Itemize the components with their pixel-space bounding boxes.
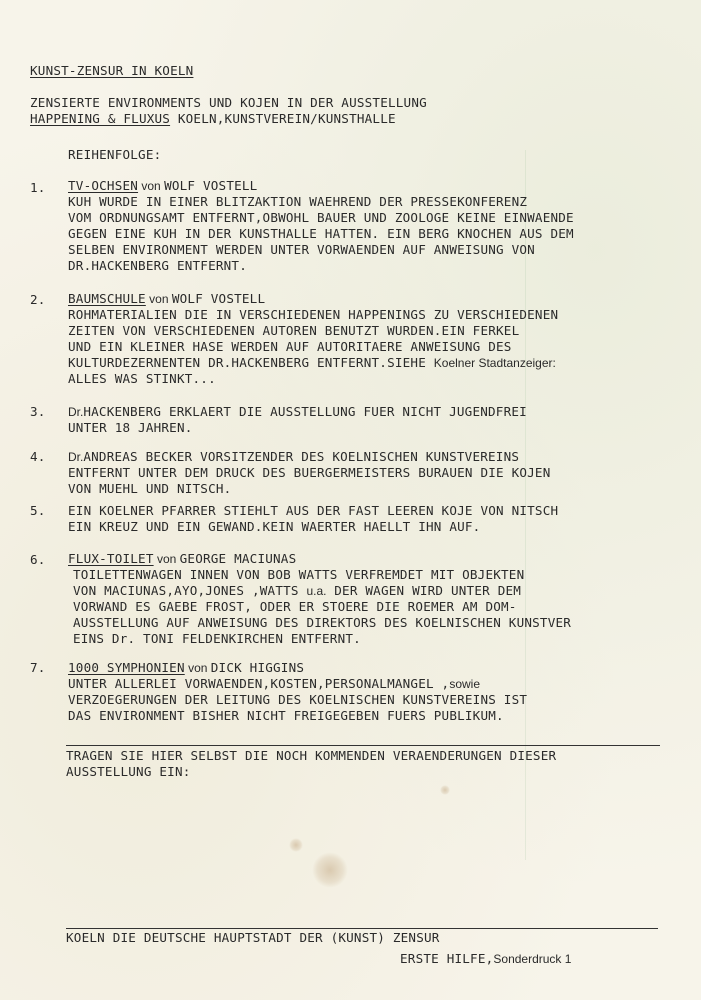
sowie-word: sowie — [449, 677, 481, 691]
coffee-stain-small — [289, 838, 303, 852]
artist-name: WOLF VOSTELL — [164, 178, 258, 193]
document-heading: KUNST-ZENSUR IN KOELN — [30, 63, 194, 78]
coffee-stain-small — [440, 785, 450, 795]
item-title-line — [68, 551, 296, 567]
item-text-line: UND EIN KLEINER HASE WERDEN AUF AUTORITAERE ANWEISUNG DES — [68, 339, 512, 354]
item-number: 7. — [30, 660, 46, 675]
item-text-line: ALLES WAS STINKT... — [68, 371, 216, 386]
exhibition-venue: KOELN,KUNSTVEREIN/KUNSTHALLE — [170, 111, 396, 126]
order-label: REIHENFOLGE: — [68, 147, 162, 162]
item-text-line: ZEITEN VON VERSCHIEDENEN AUTOREN BENUTZT WURDEN.EIN FERKEL — [68, 323, 520, 338]
item-text-line: DR.HACKENBERG ENTFERNT. — [68, 258, 247, 273]
work-title: TV-OCHSEN — [68, 178, 139, 193]
text-main: KULTURDEZERNENTEN DR.HACKENBERG ENTFERNT.SIEHE — [68, 355, 434, 370]
item-text-line: GEGEN EINE KUH IN DER KUNSTHALLE HATTEN. EIN BERG KNOCHEN AUS DEM — [68, 226, 574, 241]
text-main: UNTER ALLERLEI VORWAENDEN,KOSTEN,PERSONALMANGEL , — [68, 676, 450, 691]
item-text-line: ROHMATERIALIEN DIE IN VERSCHIEDENEN HAPPENINGS ZU VERSCHIEDENEN — [68, 307, 559, 322]
abbrev: u.a. — [306, 584, 327, 598]
newspaper-name: Koelner Stadtanzeiger: — [433, 356, 556, 370]
von-word: von — [184, 661, 211, 675]
text-main: DER WAGEN WIRD UNTER DEM — [326, 583, 522, 598]
footer-slogan: KOELN DIE DEUTSCHE HAUPTSTADT DER (KUNST) ZENSUR — [66, 930, 440, 945]
intro-line-2 — [30, 111, 396, 126]
fill-in-instruction-1: TRAGEN SIE HIER SELBST DIE NOCH KOMMENDEN VERAENDERUNGEN DIESER — [66, 748, 557, 763]
von-word: von — [145, 292, 172, 306]
item-text-line: VOM ORDNUNGSAMT ENTFERNT,OBWOHL BAUER UND ZOOLOGE KEINE EINWAENDE — [68, 210, 574, 225]
von-word: von — [138, 179, 165, 193]
item-text-line: AUSSTELLUNG AUF ANWEISUNG DES DIREKTORS DES KOELNISCHEN KUNSTVER — [73, 615, 572, 630]
fill-in-instruction-2: AUSSTELLUNG EIN: — [66, 764, 191, 779]
item-text-line: VORWAND ES GAEBE FROST, ODER ER STOERE DIE ROEMER AM DOM- — [73, 599, 517, 614]
artist-name: WOLF VOSTELL — [171, 291, 266, 306]
item-number: 3. — [30, 404, 46, 419]
title-prefix: Dr. — [68, 450, 84, 464]
item-text-line: SELBEN ENVIRONMENT WERDEN UNTER VORWAENDEN AUF ANWEISUNG VON — [68, 242, 535, 257]
coffee-stain — [312, 852, 348, 888]
item-title-line — [68, 660, 304, 676]
publisher-name: ERSTE HILFE, — [400, 951, 494, 966]
intro-line-1: ZENSIERTE ENVIRONMENTS UND KOJEN IN DER AUSSTELLUNG — [30, 95, 427, 110]
item-text-line: TOILETTENWAGEN INNEN VON BOB WATTS VERFREMDET MIT OBJEKTEN — [73, 567, 525, 582]
item-text-line: VON MUEHL UND NITSCH. — [68, 481, 232, 496]
item-title-line — [68, 178, 257, 194]
item-text-line: VERZOEGERUNGEN DER LEITUNG DES KOELNISCHEN KUNSTVEREINS IST — [68, 692, 528, 707]
item-text-line — [73, 583, 521, 599]
item-text-line: KUH WURDE IN EINER BLITZAKTION WAEHREND DER PRESSEKONFERENZ — [68, 194, 528, 209]
item-text-line: ENTFERNT UNTER DEM DRUCK DES BUERGERMEISTERS BURAUEN DIE KOJEN — [68, 465, 551, 480]
separator-line — [66, 745, 660, 746]
item-text-line: DAS ENVIRONMENT BISHER NICHT FREIGEGEBEN FUERS PUBLIKUM. — [68, 708, 504, 723]
item-text-line — [68, 449, 519, 465]
text-main: ANDREAS BECKER VORSITZENDER DES KOELNISCHEN KUNSTVEREINS — [83, 449, 520, 464]
item-number: 4. — [30, 449, 46, 464]
artist-name: DICK HIGGINS — [210, 660, 305, 675]
item-text-line: EINS Dr. TONI FELDENKIRCHEN ENTFERNT. — [73, 631, 361, 646]
work-title: BAUMSCHULE — [68, 291, 146, 306]
title-prefix: Dr. — [68, 405, 84, 419]
item-text-line — [68, 404, 527, 420]
item-number: 5. — [30, 503, 46, 518]
work-title: 1000 SYMPHONIEN — [68, 660, 185, 675]
separator-line — [66, 928, 658, 929]
item-text-line: EIN KOELNER PFARRER STIEHLT AUS DER FAST LEEREN KOJE VON NITSCH — [68, 503, 559, 518]
work-title: FLUX-TOILET — [68, 551, 154, 566]
edition-label: Sonderdruck 1 — [493, 952, 572, 966]
item-number: 1. — [30, 180, 46, 195]
von-word: von — [153, 552, 180, 566]
exhibition-title: HAPPENING & FLUXUS — [30, 111, 171, 126]
item-text-line: UNTER 18 JAHREN. — [68, 420, 193, 435]
item-text-line — [68, 355, 556, 371]
text-main: HACKENBERG ERKLAERT DIE AUSSTELLUNG FUER NICHT JUGENDFREI — [83, 404, 527, 419]
artist-name: GEORGE MACIUNAS — [179, 551, 297, 566]
item-number: 6. — [30, 552, 46, 567]
item-title-line — [68, 291, 265, 307]
text-main: VON MACIUNAS,AYO,JONES ,WATTS — [73, 583, 307, 598]
footer-publisher — [400, 951, 571, 967]
item-text-line: EIN KREUZ UND EIN GEWAND.KEIN WAERTER HAELLT IHN AUF. — [68, 519, 481, 534]
item-number: 2. — [30, 292, 46, 307]
item-text-line — [68, 676, 480, 692]
